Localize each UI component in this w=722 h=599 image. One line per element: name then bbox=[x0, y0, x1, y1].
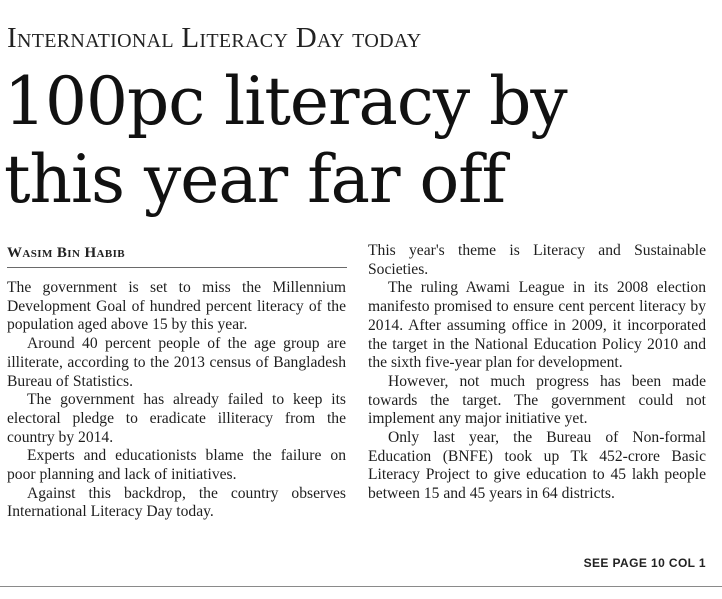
paragraph: This year's theme is Literacy and Sustainable Societies. bbox=[368, 242, 706, 278]
paragraph: Around 40 percent people of the age group are illiterate, according to the 2013 census of Bangladesh Bureau of Statistics. bbox=[7, 335, 346, 390]
headline-line-2: this year far off bbox=[4, 141, 506, 218]
paragraph: The government has already failed to keep its electoral pledge to eradicate illiteracy from the country by 2014. bbox=[7, 391, 346, 446]
article-kicker: International Literacy Day today bbox=[7, 22, 422, 54]
article-headline bbox=[4, 63, 567, 219]
paragraph: Experts and educationists blame the failure on poor planning and lack of initiatives. bbox=[7, 447, 346, 484]
headline-line-1: 100pc literacy by bbox=[4, 63, 567, 140]
continued-on-page-link: SEE PAGE 10 COL 1 bbox=[583, 556, 706, 570]
paragraph: The government is set to miss the Millennium Development Goal of hundred percent literacy of the population aged above 15 by this year. bbox=[7, 279, 346, 334]
bottom-divider bbox=[0, 586, 722, 587]
paragraph: However, not much progress has been made towards the target. The government could not implement any major initiative yet. bbox=[368, 372, 706, 428]
paragraph: The ruling Awami League in its 2008 election manifesto promised to ensure cent percent literacy by 2014. After assuming office in 2009, it incorporated the target in the National Education Policy 2010 and the sixth five-year plan for development. bbox=[368, 279, 706, 372]
article-column-left bbox=[7, 279, 346, 522]
article-byline: Wasim Bin Habib bbox=[7, 244, 347, 268]
paragraph: Against this backdrop, the country observes International Literacy Day today. bbox=[7, 484, 346, 521]
paragraph: Only last year, the Bureau of Non-formal Education (BNFE) took up Tk 452-crore Basic Literacy Project to give education to 45 lakh people between 15 and 45 years in 64 districts. bbox=[368, 429, 706, 503]
article-column-right bbox=[368, 242, 706, 504]
